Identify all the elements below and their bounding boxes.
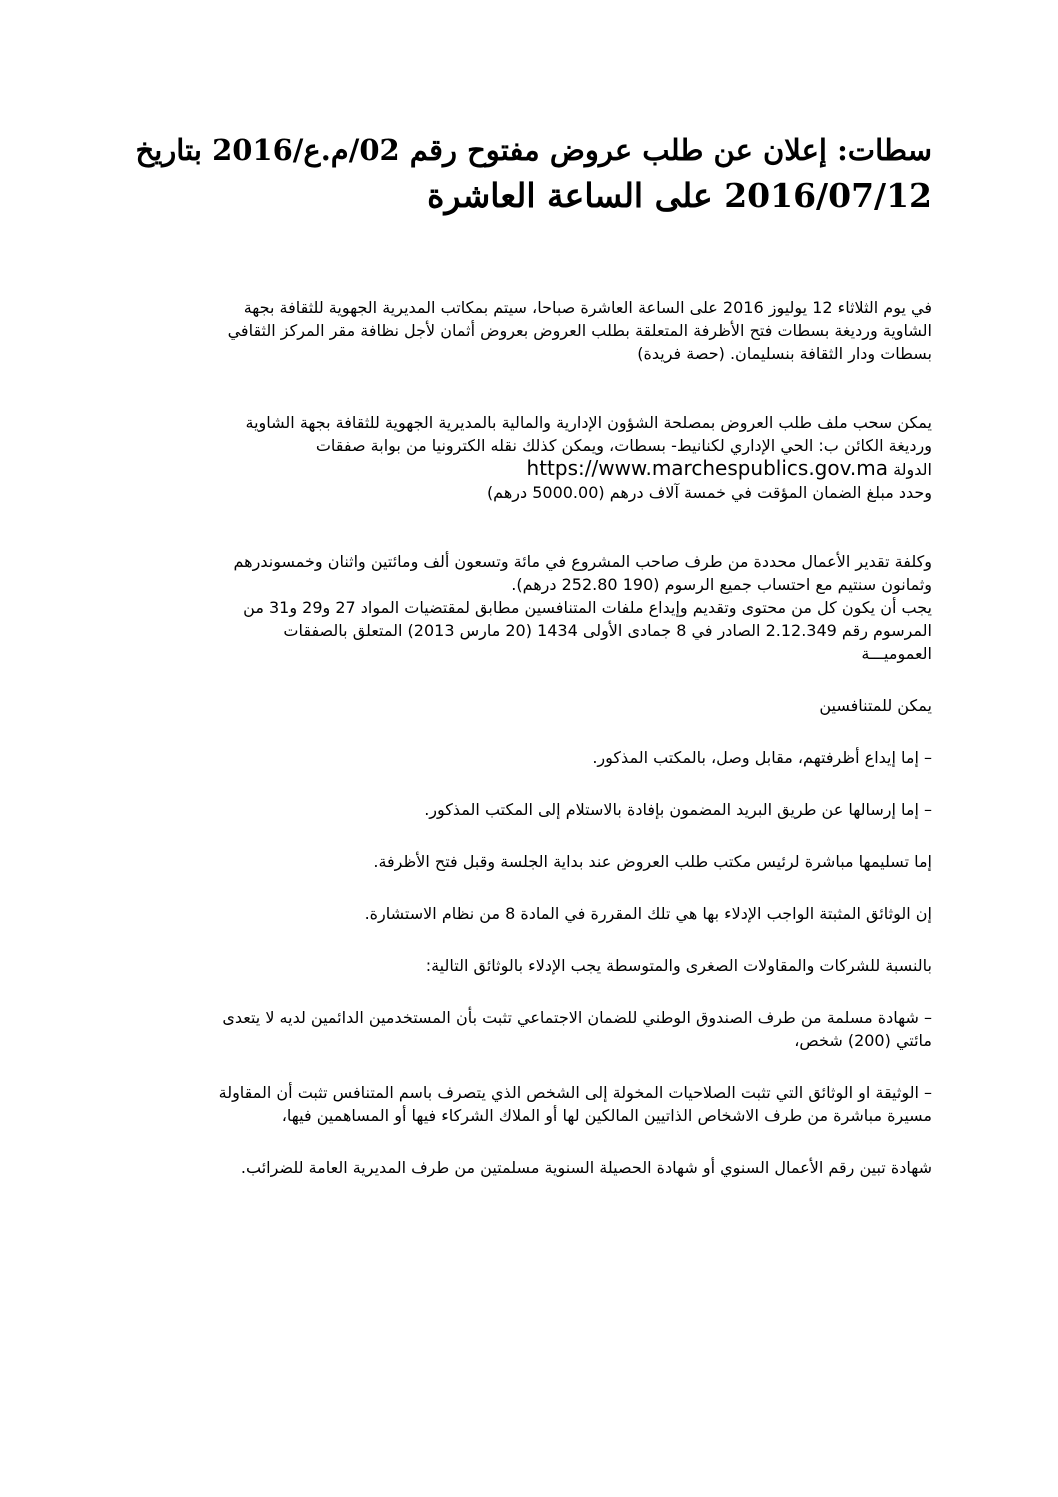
text-line: يجب أن يكون كل من محتوى وتقديم وإيداع ملفات المتنافسين مطابق لمقتضيات المواد 27 و29 و31 من [243,598,932,617]
text-line: – شهادة مسلمة من طرف الصندوق الوطني للضمان الاجتماعي تثبت بأن المستخدمين الدائمين لديه لا يتعدى [222,1008,932,1027]
spacer [150,977,932,1006]
submission-option-1: – إما إيداع أظرفتهم، مقابل وصل، بالمكتب المذكور. [592,748,932,767]
text-line: المرسوم رقم 2.12.349 الصادر في 8 جمادى الأولى 1434 (20 مارس 2013) المتعلق بالصفقات [283,621,932,640]
text-line: في يوم الثلاثاء 12 يوليوز 2016 على الساعة العاشرة صباحا، سيتم بمكاتب المديرية الجهوية للثقافة بجهة [243,298,932,317]
opening-date-paragraph [150,296,932,365]
text-line: – الوثيقة او الوثائق التي تثبت الصلاحيات المخولة إلى الشخص الذي يتصرف باسم المتنافس تثبت أن المقاولة [218,1083,932,1102]
sme-documents-intro: بالنسبة للشركات والمقاولات الصغرى والمتوسطة يجب الإدلاء بالوثائق التالية: [425,956,932,975]
spacer [150,821,932,850]
text-line: بسطات ودار الثقافة بنسليمان. (حصة فريدة) [637,344,932,363]
announcement-body [150,296,932,1179]
title-line-2: 2016/07/12 على الساعة العاشرة [427,176,932,215]
spacer [150,873,932,902]
text-line: مائتي (200) شخص، [794,1031,932,1050]
text-line [150,457,932,481]
spacer [150,665,932,694]
spacer [150,504,932,550]
file-retrieval-paragraph [150,411,932,504]
spacer [150,1127,932,1156]
state-label: الدولة [893,460,932,479]
text-line: وثمانون سنتيم مع احتساب جميع الرسوم (190 252.80 درهم). [511,575,932,594]
text-line: العموميـــة [861,644,932,663]
sme-document-item-3: شهادة تبين رقم الأعمال السنوي أو شهادة الحصيلة السنوية مسلمتين من طرف المديرية العامة للضرائب. [240,1158,932,1177]
cost-estimate-paragraph [150,550,932,665]
text-line: الشاوية ورديغة بسطات فتح الأظرفة المتعلقة بطلب العروض بعروض أثمان لأجل نظافة مقر المركز الثقافي [227,321,932,340]
competitors-intro: يمكن للمتنافسين [819,696,932,715]
sme-document-item-1 [150,1006,932,1052]
spacer [150,925,932,954]
spacer [150,717,932,746]
announcement-title [128,128,932,218]
sme-document-item-2 [150,1081,932,1127]
procurement-portal-link[interactable]: https://www.marchespublics.gov.ma [526,456,888,480]
text-line: ورديغة الكائن ب: الحي الإداري لكنانيط- بسطات، ويمكن كذلك نقله الكترونيا من بوابة صفقات [315,436,932,455]
text-line: وكلفة تقدير الأعمال محددة من طرف صاحب المشروع في مائة وتسعون ألف ومائتين واثنان وخمسوندرهم [233,552,932,571]
spacer [150,365,932,411]
spacer [150,1052,932,1081]
text-line: وحدد مبلغ الضمان المؤقت في خمسة آلاف درهم (5000.00 درهم) [486,483,932,502]
spacer [150,769,932,798]
text-line: مسيرة مباشرة من طرف الاشخاص الذاتيين المالكين لها أو الملاك الشركاء فيها أو المساهمين فيها، [281,1106,932,1125]
title-line-1: سطات: إعلان عن طلب عروض مفتوح رقم 02/م.ع/2016 بتاريخ [135,133,932,167]
submission-option-2: – إما إرسالها عن طريق البريد المضمون بإفادة بالاستلام إلى المكتب المذكور. [424,800,932,819]
submission-option-3: إما تسليمها مباشرة لرئيس مكتب طلب العروض عند بداية الجلسة وقبل فتح الأظرفة. [373,852,932,871]
required-documents-note: إن الوثائق المثبتة الواجب الإدلاء بها هي تلك المقررة في المادة 8 من نظام الاستشارة. [364,904,932,923]
text-line: يمكن سحب ملف طلب العروض بمصلحة الشؤون الإدارية والمالية بالمديرية الجهوية للثقافة بجهة الشاوية [245,413,932,432]
